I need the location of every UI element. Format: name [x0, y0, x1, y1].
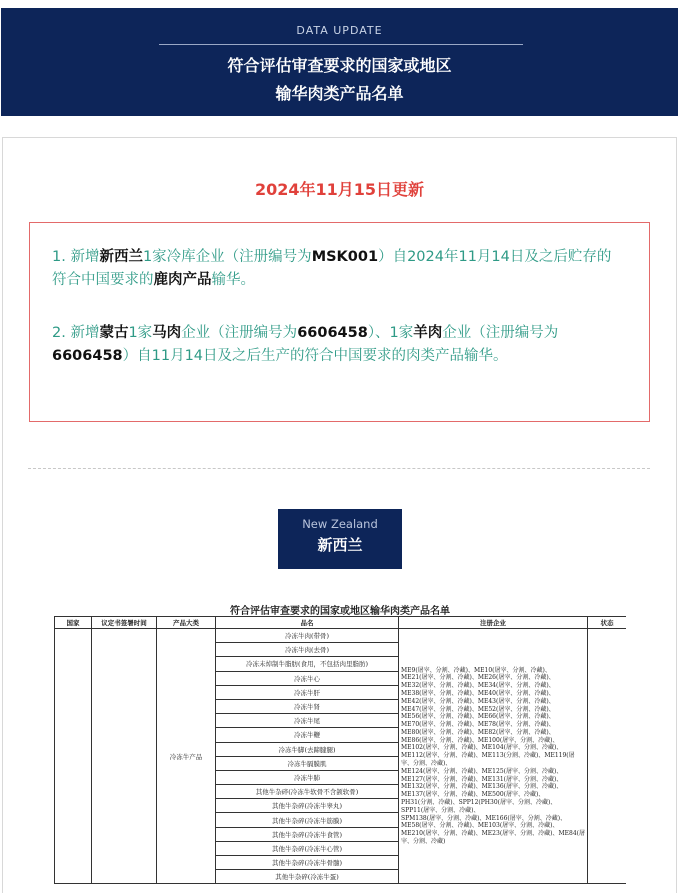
product-name-cell: 其他牛杂碎(冷冻牛软骨不含颌软骨): [216, 785, 399, 799]
update-date: 2024年11月15日更新: [254, 180, 425, 199]
product-name-cell: 其他牛杂碎(冷冻牛蛋): [216, 870, 399, 884]
product-name-cell: 冷冻牛肾: [216, 699, 399, 713]
country-name-en: New Zealand: [302, 517, 378, 531]
product-name-cell: 其他牛杂碎(冷冻牛骨髓): [216, 856, 399, 870]
product-name-cell: 其他牛杂碎(冷冻牛心管): [216, 841, 399, 855]
header-status: 状态: [588, 617, 627, 629]
header-agreement-time: 议定书签署时间: [92, 617, 157, 629]
banner-divider: [159, 44, 523, 45]
product-name-cell: 冷冻未焯制牛脂肪(食用，不包括肉里脂肪): [216, 657, 399, 671]
top-area: [0, 0, 679, 120]
header-enterprises: 注册企业: [399, 617, 588, 629]
product-table: [54, 616, 626, 884]
table-body: [55, 629, 627, 884]
banner-title-line1: 符合评估审查要求的国家或地区: [227, 56, 452, 75]
product-name-cell: 冷冻牛肝: [216, 685, 399, 699]
product-name-cell: 冷冻牛肉(带骨): [216, 629, 399, 643]
product-list-document: [54, 600, 626, 893]
country-cell: [55, 629, 92, 884]
dashed-divider: [28, 468, 650, 469]
product-name-cell: 冷冻牛心: [216, 671, 399, 685]
country-name-zh: 新西兰: [317, 536, 363, 554]
status-cell: [588, 629, 627, 884]
category-cell: 冷冻牛产品: [157, 629, 216, 884]
table-row: [55, 629, 627, 643]
update-item-1: 1. 新增新西兰1家冷库企业（注册编号为MSK001）自2024年11月14日及之后贮存的符合中国要求的鹿肉产品输华。: [52, 249, 612, 288]
header-banner: [1, 8, 678, 116]
product-name-cell: 其他牛杂碎(冷冻牛筋膜): [216, 813, 399, 827]
product-name-cell: 其他牛杂碎(冷冻牛睾丸): [216, 799, 399, 813]
document-title: 符合评估审查要求的国家或地区输华肉类产品名单: [230, 606, 450, 617]
banner-eyebrow: DATA UPDATE: [296, 24, 383, 37]
product-name-cell: 冷冻牛脚(去蹄腱腿): [216, 742, 399, 756]
product-name-cell: 冷冻牛肉(去骨): [216, 643, 399, 657]
product-name-cell: 冷冻牛尾: [216, 714, 399, 728]
table-header-row: [55, 617, 627, 629]
update-notice-box: [29, 222, 650, 422]
country-tag: [278, 509, 402, 569]
product-name-cell: 冷冻牛肺: [216, 770, 399, 784]
header-country: 国家: [55, 617, 92, 629]
header-product-name: 品名: [216, 617, 399, 629]
enterprises-cell: ME9(屠宰、分割、冷藏)、ME10(屠宰、分割、冷藏)、 ME21(屠宰、分割、冷藏)、ME26(屠宰、分割、冷藏)、 ME32(屠宰、分割、冷藏)、ME34(屠宰、分割、冷藏)、 ME38(屠宰、分割、冷藏)、ME40(屠宰、分割、冷藏)、 ME42(屠宰、分割、冷藏)、ME43(屠宰、分割、冷藏)、 ME47(屠宰、分割、冷藏)、ME52(屠宰、分割、冷藏)、 ME56(屠宰、分割、冷藏)、ME66(屠宰、分割、冷藏)、 ME70(屠宰、分割、冷藏)、ME78(屠宰、分割、冷藏)、 ME80(屠宰、分割、冷藏)、ME82(屠宰、分割、冷藏)、 ME86(屠宰、分割、冷藏)、ME100(屠宰、分割、冷藏)、 ME102(屠宰、分割、冷藏)、ME104(屠宰、分割、冷藏)、 ME112(屠宰、分割、冷藏)、ME113(分割、冷藏)、ME119(屠宰、分割、冷藏)、 ME124(屠宰、分割、冷藏)、ME125(屠宰、分割、冷藏)、 ME127(屠宰、分割、冷藏)、ME131(屠宰、分割、冷藏)、 ME132(屠宰、分割、冷藏)、ME136(屠宰、分割、冷藏)、 ME137(屠宰、分割、冷藏)、ME500(屠宰、冷藏)、 PH31(分割、冷藏)、SPP12(PH30(屠宰、分割、冷藏)、 SPP11(屠宰、分割、冷藏)、 SPM138(屠宰、分割、冷藏)、ME166(屠宰、分割、冷藏)、 ME58(屠宰、分割、冷藏)、ME103(屠宰、分割、冷藏)、 ME210(屠宰、分割、冷藏)、ME23(屠宰、分割、冷藏)、ME84(屠宰、分割、冷藏): [399, 629, 588, 884]
product-name-cell: 冷冻牛鞭: [216, 728, 399, 742]
agreement-time-cell: [92, 629, 157, 884]
banner-title-line2: 输华肉类产品名单: [275, 84, 404, 103]
header-category: 产品大类: [157, 617, 216, 629]
update-item-2: 2. 新增蒙古1家马肉企业（注册编号为6606458）、1家羊肉企业（注册编号为6606458）自11月14日及之后生产的符合中国要求的肉类产品输华。: [52, 325, 559, 364]
product-name-cell: 其他牛杂碎(冷冻牛食管): [216, 827, 399, 841]
product-name-cell: 冷冻牛膈膜肌: [216, 756, 399, 770]
